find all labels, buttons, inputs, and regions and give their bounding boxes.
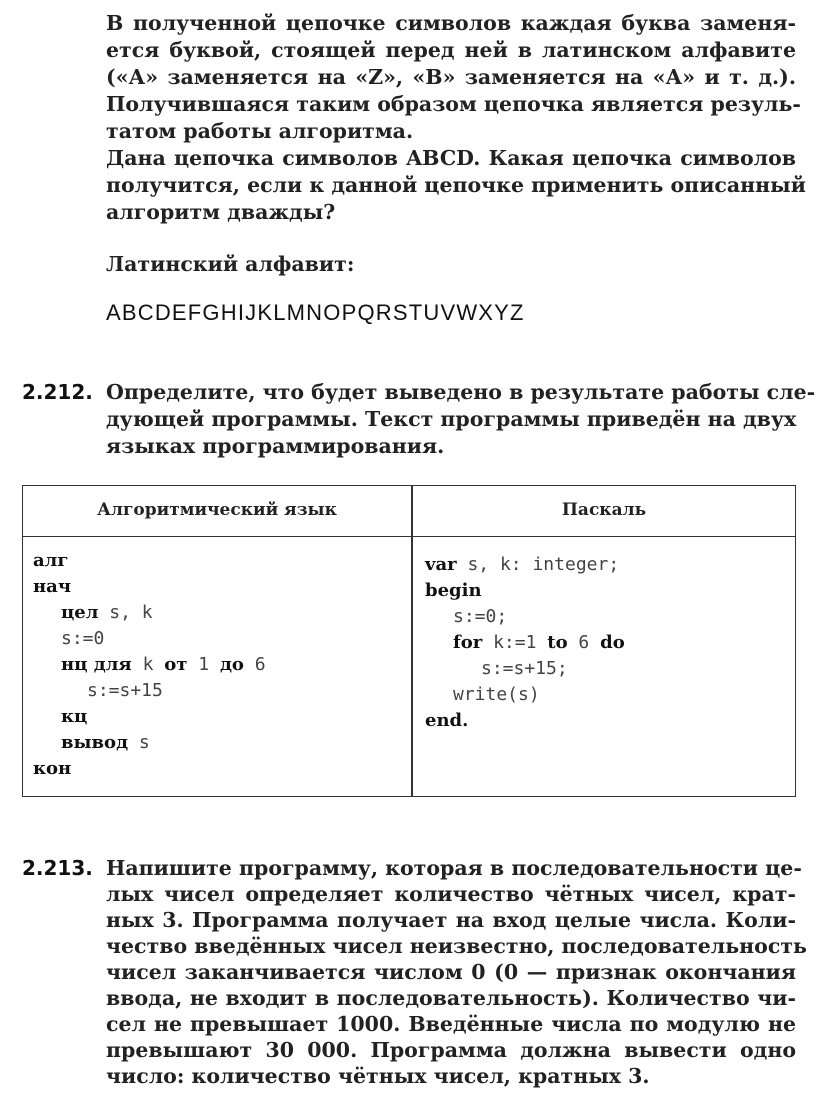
alphabet-label: Латинский алфавит: (106, 252, 355, 276)
code-text: s, k: integer; (456, 554, 620, 575)
keyword: for (453, 632, 483, 653)
task-number-212: 2.212. (22, 380, 93, 404)
task-number-213: 2.213. (22, 856, 93, 880)
task-212-line-3: языках программирования. (106, 434, 445, 458)
code-text: 6 (567, 632, 601, 653)
alg-line-1 (33, 548, 68, 574)
intro-line-5: татом работы алгоритма. (106, 119, 414, 143)
header-pascal: Паскаль (561, 500, 647, 520)
alg-line-8 (61, 730, 150, 756)
intro-line-6: Дана цепочка символов ABCD. Какая цепочка символов (106, 146, 796, 170)
intro-line-8: алгоритм дважды? (106, 200, 336, 224)
intro-line-1: В полученной цепочке символов каждая буква заменя- (106, 11, 796, 35)
keyword: нач (33, 576, 72, 597)
task-213-line-9: число: количество чётных чисел, кратных 3. (106, 1064, 650, 1088)
task-213-line-1: Напишите программу, которая в последовательности це- (106, 856, 802, 880)
intro-line-2: ется буквой, стоящей перед ней в латинском алфавите (106, 38, 796, 62)
intro-line-7: получится, если к данной цепочке применить описанный (106, 173, 806, 197)
alg-line-6 (87, 678, 163, 704)
alg-line-7 (61, 704, 87, 730)
pascal-line-2 (425, 578, 482, 604)
keyword: алг (33, 550, 69, 571)
task-213-line-5: чисел заканчивается числом 0 (0 — признак окончания (106, 960, 796, 984)
task-213-line-2: лых чисел определяет количество чётных чисел, крат- (106, 882, 796, 906)
keyword: кон (33, 758, 72, 779)
header-algorithmic-language: Алгоритмический язык (97, 500, 337, 520)
keyword: var (425, 554, 457, 575)
keyword: кц (61, 706, 88, 727)
task-213-line-7: сел не превышает 1000. Введённые числа по модулю не (106, 1012, 796, 1036)
alphabet: ABCDEFGHIJKLMNOPQRSTUVWXYZ (106, 300, 525, 325)
pascal-line-4 (453, 630, 625, 656)
code-text: s:=0 (61, 628, 105, 649)
alg-line-9 (33, 756, 71, 782)
task-212-line-2: дующей программы. Текст программы приведён на двух (106, 407, 797, 431)
task-213-line-8: превышают 30 000. Программа должна вывести одно (106, 1038, 796, 1062)
pascal-line-3 (453, 604, 507, 630)
alg-line-5 (61, 652, 266, 678)
program-table (22, 485, 796, 797)
task-212-line-1: Определите, что будет выведено в результате работы сле- (106, 380, 816, 404)
keyword: до (219, 654, 244, 675)
keyword: to (547, 632, 568, 653)
code-text: k:=1 (482, 632, 548, 653)
pascal-line-5 (481, 656, 568, 682)
keyword: от (164, 654, 188, 675)
pascal-line-7 (425, 708, 468, 734)
code-text: s:=s+15 (87, 680, 163, 701)
code-text: s (128, 732, 150, 753)
task-213-line-4: чество введённых чисел неизвестно, последовательность (106, 934, 807, 958)
alg-line-2 (33, 574, 71, 600)
code-text: s:=0; (453, 606, 508, 627)
task-213-line-3: ных 3. Программа получает на вход целые числа. Коли- (106, 908, 796, 932)
code-text: 6 (243, 654, 266, 675)
keyword: begin (425, 580, 482, 601)
keyword: нц для (61, 654, 132, 675)
pascal-line-6 (453, 682, 540, 708)
keyword: вывод (61, 732, 129, 753)
keyword: do (600, 632, 625, 653)
code-text: write(s) (453, 684, 540, 705)
alg-line-4 (61, 626, 104, 652)
pascal-line-1 (425, 552, 619, 578)
code-text: s:=s+15; (481, 658, 568, 679)
keyword: end. (425, 710, 469, 731)
table-column-divider (411, 486, 413, 796)
code-text: s, k (98, 602, 153, 623)
intro-line-4: Получившаяся таким образом цепочка является резуль- (106, 92, 801, 116)
code-text: k (131, 654, 165, 675)
code-text: 1 (187, 654, 220, 675)
task-213-line-6: ввода, не входит в последовательность). Количество чи- (106, 986, 796, 1010)
alg-line-3 (61, 600, 153, 626)
intro-line-3: («А» заменяется на «Z», «В» заменяется на «А» и т. д.). (106, 65, 796, 89)
keyword: цел (61, 602, 99, 623)
